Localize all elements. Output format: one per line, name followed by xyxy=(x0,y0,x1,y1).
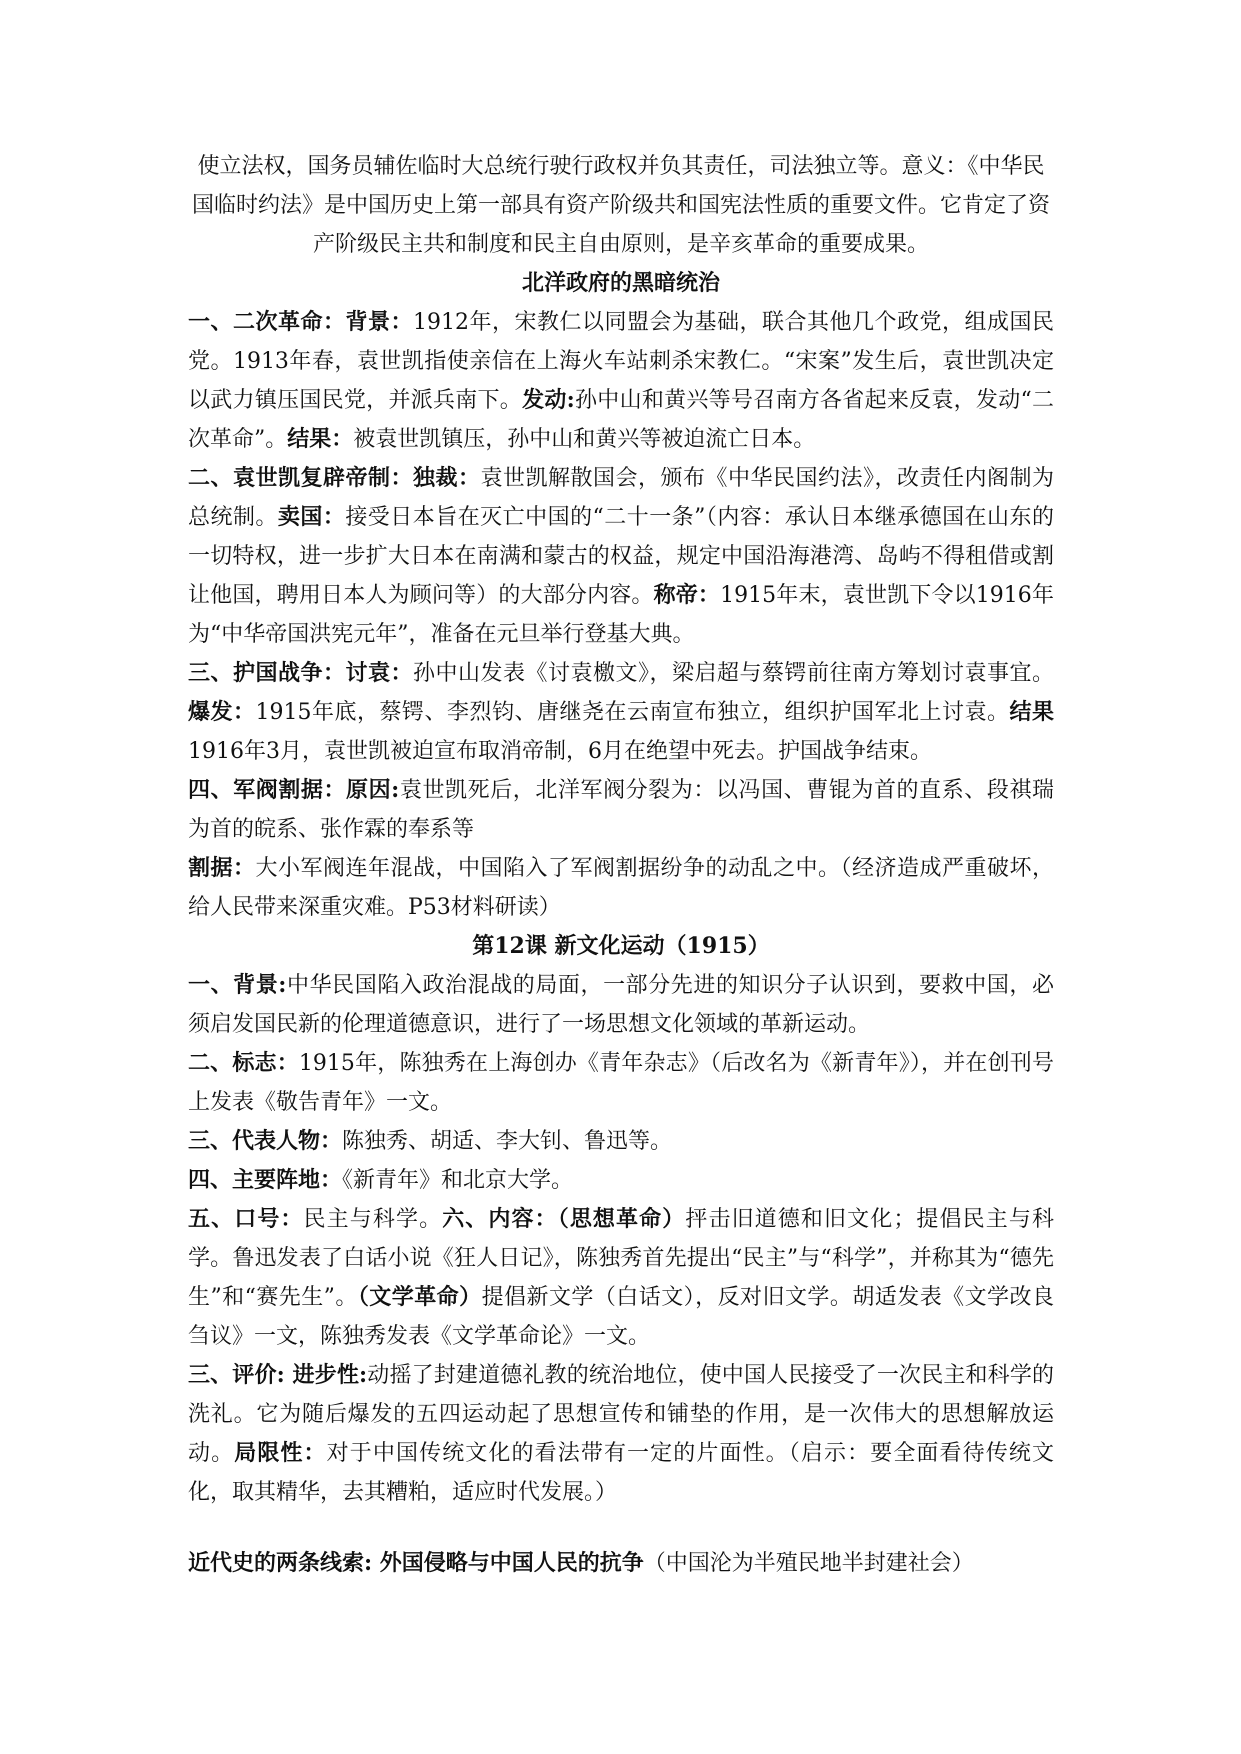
body-text: 提倡新文学（白话文），反对旧文学。胡适发表《文学改良刍议》一文，陈独秀发表《文学革命论》一文。 xyxy=(188,1285,1054,1349)
body-text: （中国沦为半殖民地半封建社会） xyxy=(643,1551,974,1576)
bold-label: 五、口号： xyxy=(188,1206,304,1232)
body-text: 中华民国陷入政治混战的局面，一部分先进的知识分子认识到，要救中国，必须启发国民新的伦理道德意识，进行了一场思想文化领域的革新运动。 xyxy=(188,973,1054,1037)
body-text: 抨击旧道德和旧文化；提倡民主与科学。鲁迅发表了白话小说《狂人日记》，陈独秀首先提出“民主”与“科学”，并称其为“德先生”和“赛先生”。 xyxy=(188,1207,1054,1310)
bold-label: 三、评价: 进步性: xyxy=(188,1362,368,1388)
bold-label: 近代史的两条线索: 外国侵略与中国人民的抗争 xyxy=(188,1550,644,1576)
body-text: 《新青年》和北京大学。 xyxy=(342,1168,574,1193)
body-text: 袁世凯解散国会，颁布《中华民国约法》，改责任内阁制为总统制。 xyxy=(188,466,1054,530)
base-paragraph xyxy=(188,1161,1054,1200)
heading-lesson-12 xyxy=(188,927,1054,966)
symbol-paragraph xyxy=(188,1044,1054,1122)
bold-label: 二、标志： xyxy=(188,1050,299,1076)
body-text: 袁世凯死后，北洋军阀分裂为：以冯国、曹锟为首的直系、段祺瑞为首的皖系、张作霖的奉系等 xyxy=(188,778,1054,842)
bold-label: 结果： xyxy=(287,426,354,452)
slogan-content-paragraph xyxy=(188,1200,1054,1356)
bold-label: 三、护国战争：讨袁： xyxy=(188,660,413,686)
bold-label: 称帝： xyxy=(653,582,721,608)
warlords-paragraph xyxy=(188,771,1054,849)
bold-label: 一、二次革命：背景： xyxy=(188,309,413,335)
body-text: 对于中国传统文化的看法带有一定的片面性。（启示：要全面看待传统文化，取其精华，去其糟粕，适应时代发展。） xyxy=(188,1441,1054,1505)
background-paragraph xyxy=(188,966,1054,1044)
separatism-paragraph xyxy=(188,849,1054,927)
body-text: 1915年末，袁世凯下令以1916年为“中华帝国洪宪元年”，准备在元旦举行登基大典。 xyxy=(188,583,1054,647)
bold-label: 一、背景: xyxy=(188,972,287,998)
national-protection-paragraph xyxy=(188,654,1054,771)
bold-label: 结果 xyxy=(1009,699,1054,725)
evaluation-paragraph xyxy=(188,1356,1054,1512)
body-text: 大小军阀连年混战，中国陷入了军阀割据纷争的动乱之中。（经济造成严重破坏，给人民带来深重灾难。P53材料研读） xyxy=(188,856,1054,920)
body-text: 动摇了封建道德礼教的统治地位，使中国人民接受了一次民主和科学的洗礼。它为随后爆发的五四运动起了思想宣传和铺垫的作用，是一次伟大的思想解放运动。 xyxy=(188,1363,1054,1466)
bold-label: （文学革命） xyxy=(357,1284,482,1310)
body-text: 陈独秀、胡适、李大钊、鲁迅等。 xyxy=(342,1129,673,1154)
body-text: 孙中山发表《讨袁檄文》，梁启超与蔡锷前往南方筹划讨袁事宜。 xyxy=(413,661,1054,686)
second-revolution-paragraph xyxy=(188,303,1054,459)
two-threads-paragraph xyxy=(188,1544,1054,1583)
bold-label: 二、袁世凯复辟帝制：独裁： xyxy=(188,465,481,491)
body-text: 1915年底，蔡锷、李烈钧、唐继尧在云南宣布独立，组织护国军北上讨袁。 xyxy=(255,700,1010,725)
document-body xyxy=(188,147,1054,1583)
body-text: 1912年，宋教仁以同盟会为基础，联合其他几个政党，组成国民党。1913年春，袁世凯指使亲信在上海火车站刺杀宋教仁。“宋案”发生后，袁世凯决定以武力镇压国民党，并派兵南下。 xyxy=(188,310,1054,413)
body-text: 民主与科学。 xyxy=(303,1207,443,1232)
intro-paragraph xyxy=(188,147,1054,264)
figures-paragraph xyxy=(188,1122,1054,1161)
bold-label: 割据： xyxy=(188,855,256,881)
heading-beiyang xyxy=(188,264,1054,303)
body-text: 第12课 新文化运动（1915） xyxy=(472,933,770,959)
bold-label: 局限性： xyxy=(234,1440,327,1466)
spacer xyxy=(188,1512,1054,1544)
bold-label: 发动: xyxy=(522,387,575,413)
monarchy-paragraph xyxy=(188,459,1054,654)
body-text: 孙中山和黄兴等号召南方各省起来反袁，发动“二次革命”。 xyxy=(188,388,1054,452)
body-text: 接受日本旨在灭亡中国的“二十一条”（内容：承认日本继承德国在山东的一切特权，进一步扩大日本在南满和蒙古的权益，规定中国沿海港湾、岛屿不得租借或割让他国，聘用日本人为顾问等）的大部分内容。 xyxy=(188,505,1054,608)
bold-label: 卖国： xyxy=(277,504,346,530)
bold-label: 三、代表人物： xyxy=(188,1128,343,1154)
bold-label: 四、主要阵地： xyxy=(188,1167,343,1193)
body-text: 使立法权，国务员辅佐临时大总统行驶行政权并负其责任，司法独立等。意义：《中华民国临时约法》是中国历史上第一部具有资产阶级共和国宪法性质的重要文件。它肯定了资产阶级民主共和制度和民主自由原则，是辛亥革命的重要成果。 xyxy=(191,154,1050,257)
bold-label: 六、内容：（思想革命） xyxy=(442,1206,686,1232)
body-text: 被袁世凯镇压，孙中山和黄兴等被迫流亡日本。 xyxy=(353,427,816,452)
bold-label: 爆发： xyxy=(188,699,256,725)
body-text: 1915年，陈独秀在上海创办《青年杂志》（后改名为《新青年》），并在创刊号上发表《敬告青年》一文。 xyxy=(188,1051,1054,1115)
body-text: 北洋政府的黑暗统治 xyxy=(521,270,720,296)
bold-label: 四、军阀割据：原因: xyxy=(188,777,400,803)
body-text: 1916年3月，袁世凯被迫宣布取消帝制，6月在绝望中死去。护国战争结束。 xyxy=(188,739,932,764)
